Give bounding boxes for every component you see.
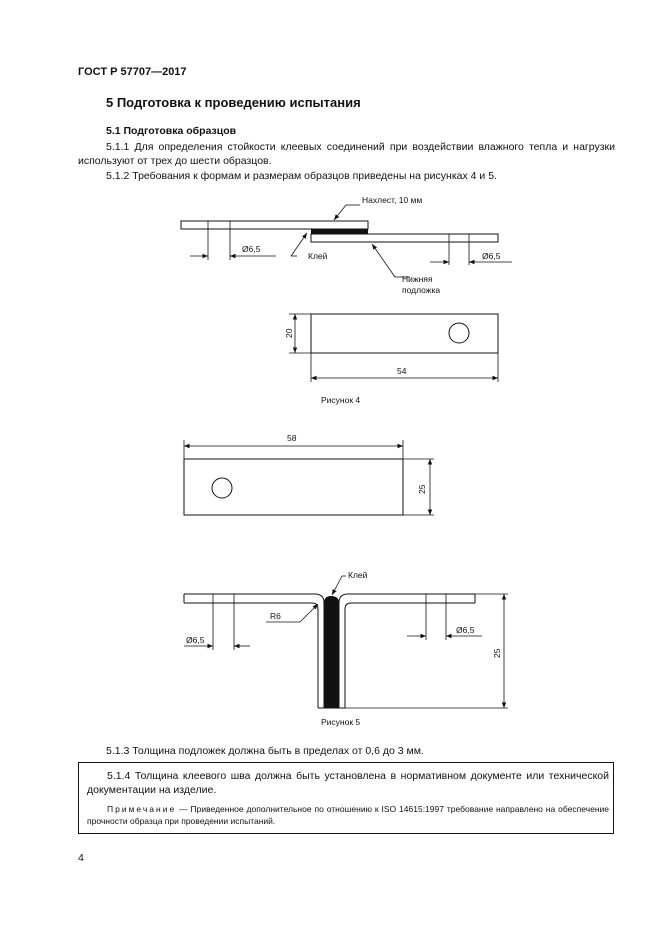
bottom-substrate-label-2: подложка (402, 285, 441, 295)
note (79, 803, 609, 827)
note-box-main (79, 769, 609, 797)
page-number: 4 (78, 852, 84, 864)
plate-plan-view (311, 314, 498, 353)
note-box (78, 762, 614, 834)
paragraph-5-1-2-text: 5.1.2 Требования к формам и размерам образцов приведены на рисунках 4 и 5. (106, 170, 497, 182)
hole-right-label: Ø6,5 (482, 251, 501, 261)
t-hole-right-label: Ø6,5 (456, 625, 475, 635)
figure-4-drawing (0, 185, 661, 415)
section-title: 5 Подготовка к проведению испытания (106, 95, 361, 110)
note-box-text: 5.1.4 Толщина клеевого шва должна быть установлена в нормативном документе или технической документации на изделие. (87, 770, 609, 796)
figure-5-caption: Рисунок 5 (321, 717, 361, 727)
figure-5-drawing (0, 425, 661, 715)
document-code: ГОСТ Р 57707—2017 (78, 66, 187, 78)
plate-58-hole (212, 478, 232, 498)
plate-hole (449, 323, 469, 343)
subsection-title: 5.1 Подготовка образцов (106, 125, 237, 137)
note-text: — Приведенное дополнительное по отношению к ISO 14615:1997 требование направлено на обеспечение прочности образца при проведении испытаний. (87, 804, 609, 826)
note-label: Примечание (107, 804, 177, 814)
overlap-label: Нахлест, 10 мм (362, 195, 423, 205)
dim-25-t-label: 25 (492, 648, 502, 658)
t-glue-fill (324, 596, 339, 708)
glue-layer (311, 229, 368, 234)
paragraph-5-1-1-text: 5.1.1 Для определения стойкости клеевых соединений при воздействии влажного тепла и нагрузки используют от трех до шести образцов. (78, 141, 615, 167)
paragraph-5-1-3-text: 5.1.3 Толщина подложек должна быть в пределах от 0,6 до 3 мм. (106, 745, 424, 757)
glue-label: Клей (308, 251, 328, 261)
bottom-substrate-label-1: Нижняя (402, 274, 433, 284)
radius-label: R6 (270, 611, 281, 621)
dim-height-label: 20 (284, 328, 294, 338)
t-glue-label: Клей (348, 570, 368, 580)
bottom-plate (311, 234, 498, 242)
paragraph-5-1-2 (78, 169, 615, 183)
top-plate (181, 221, 368, 229)
hole-left-label: Ø6,5 (242, 244, 261, 254)
dim-25-plate-label: 25 (417, 484, 427, 494)
paragraph-5-1-3 (78, 744, 615, 758)
dim-length-label: 54 (397, 366, 407, 376)
figure-4-caption: Рисунок 4 (321, 395, 361, 405)
t-hole-left-label: Ø6,5 (186, 635, 205, 645)
paragraph-5-1-1 (78, 140, 615, 168)
plate-58x25 (184, 459, 403, 515)
dim-58-label: 58 (287, 433, 297, 443)
